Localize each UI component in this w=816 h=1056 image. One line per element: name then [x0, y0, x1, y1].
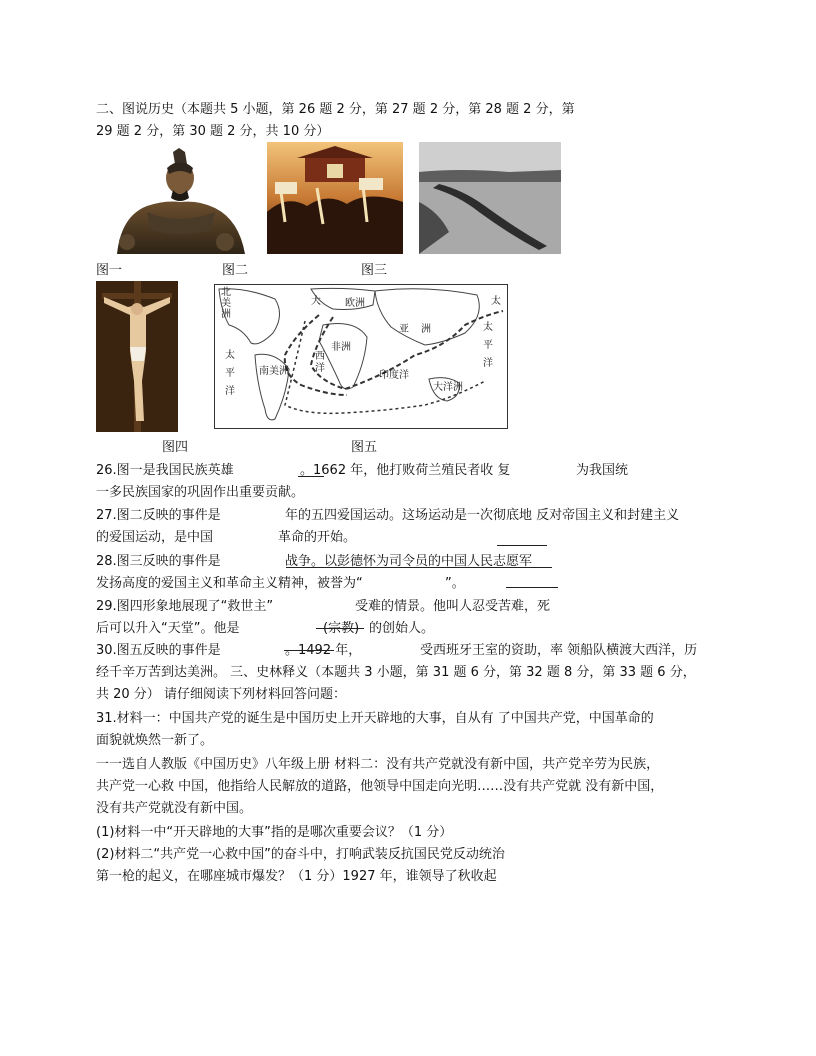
- q31-line-5: 没有共产党就没有新中国。: [96, 801, 253, 816]
- map-label-atlantic-2: 西 洋: [315, 351, 325, 374]
- map-label-atlantic-3: 太: [491, 296, 501, 307]
- q30-blank: [284, 650, 334, 651]
- q27-blank: [497, 545, 547, 546]
- q30-text-a: 30.图五反映的事件是: [96, 643, 221, 658]
- q30-text-e: 共 20 分） 请仔细阅读下列材料回答问题：: [96, 687, 346, 702]
- q31-line-8: 第一枪的起义，在哪座城市爆发？（1 分）1927 年，谁领导了秋收起: [96, 869, 497, 884]
- map-label-asia-2: 洲: [421, 324, 431, 335]
- figure-1-image: [107, 146, 247, 254]
- q28-text-b: 战争。以彭德怀为司令员的中国人民志愿军: [285, 554, 533, 569]
- q28-text-c: 发扬高度的爱国主义和革命主义精神，被誉为“: [96, 576, 363, 591]
- q27-text-a: 27.图二反映的事件是: [96, 508, 221, 523]
- figure-3-image: [419, 142, 561, 254]
- q29-text-c: 后可以升入“天堂”。他是: [96, 621, 240, 636]
- caption-figure-5: 图五: [351, 440, 378, 455]
- q29-text-d: (宗教): [323, 621, 360, 636]
- q31-line-1: 31.材料一：中国共产党的诞生是中国历史上开天辟地的大事，自从有 了中国共产党，中国革命的: [96, 711, 654, 726]
- map-label-pacific-right: 太 平 洋: [483, 322, 493, 369]
- q28-text-a: 28.图三反映的事件是: [96, 554, 221, 569]
- q26-text-b: 。1662 年，他打败荷兰殖民者收 复: [300, 463, 511, 478]
- q30-text-d: 经千辛万苦到达美洲。 三、史林释义（本题共 3 小题，第 31 题 6 分，第 32 题 8 分，第 33 题 6 分，: [96, 665, 696, 680]
- q30-text-b: 。1492 年，: [285, 643, 362, 658]
- map-label-oceania: 大洋洲: [433, 382, 463, 393]
- q31-line-4: 共产党一心救 中国，他指给人民解放的道路，他领导中国走向光明……没有共产党就 没有新中国，: [96, 779, 664, 794]
- q31-line-6: (1)材料一中“开天辟地的大事”指的是哪次重要会议？（1 分）: [96, 825, 453, 840]
- q31-line-7: (2)材料二“共产党一心救中国”的奋斗中，打响武装反抗国民党反动统治: [96, 847, 505, 862]
- q28-blank-2: [506, 587, 558, 588]
- figure-4-image: [96, 281, 178, 432]
- q27-text-b: 年的五四爱国运动。这场运动是一次彻底地 反对帝国主义和封建主义: [285, 508, 680, 523]
- q31-line-2: 面貌就焕然一新了。: [96, 733, 214, 748]
- q27-text-c: 的爱国运动，是中国: [96, 530, 214, 545]
- caption-figure-4: 图四: [162, 440, 189, 455]
- q26-blank-1: [298, 476, 324, 477]
- figure-5-map: [214, 284, 508, 429]
- q28-text-d: ”。: [445, 576, 465, 591]
- map-label-atlantic-1: 大: [311, 296, 321, 307]
- q30-text-c: 受西班牙王室的资助，率 领船队横渡大西洋，历: [420, 643, 698, 658]
- caption-figure-1: 图一: [96, 263, 123, 278]
- q26-text-d: 一多民族国家的巩固作出重要贡献。: [96, 485, 305, 500]
- q29-text-e: 的创始人。: [369, 621, 435, 636]
- map-label-africa: 非洲: [331, 342, 351, 353]
- q29-blank: [316, 628, 364, 629]
- section-title: 二、图说历史（本题共 5 小题，第 26 题 2 分，第 27 题 2 分，第 28 题 2 分，第: [96, 102, 575, 117]
- q31-line-3: 一一选自人教版《中国历史》八年级上册 材料二：没有共产党就没有新中国，共产党辛劳为民族，: [96, 757, 660, 772]
- map-label-south-america: 南美洲: [259, 366, 289, 377]
- q26-text-c: 为我国统: [576, 463, 629, 478]
- caption-figure-2: 图二: [222, 263, 249, 278]
- section-title-cont: 29 题 2 分，第 30 题 2 分，共 10 分）: [96, 124, 330, 139]
- figure-2-image: [267, 142, 403, 254]
- q28-blank-1: [286, 567, 552, 568]
- map-label-north-america: 北 美 洲: [221, 287, 231, 320]
- map-label-pacific-left: 太 平 洋: [225, 350, 235, 397]
- q29-text-a: 29.图四形象地展现了“救世主”: [96, 599, 274, 614]
- map-label-europe: 欧洲: [345, 298, 365, 309]
- caption-figure-3: 图三: [361, 263, 388, 278]
- map-label-indian-ocean: 印度洋: [379, 370, 409, 381]
- q26-text-a: 26.图一是我国民族英雄: [96, 463, 234, 478]
- q27-text-d: 革命的开始。: [278, 530, 357, 545]
- q29-text-b: 受难的情景。他叫人忍受苦难，死: [355, 599, 551, 614]
- map-label-asia: 亚: [399, 324, 409, 335]
